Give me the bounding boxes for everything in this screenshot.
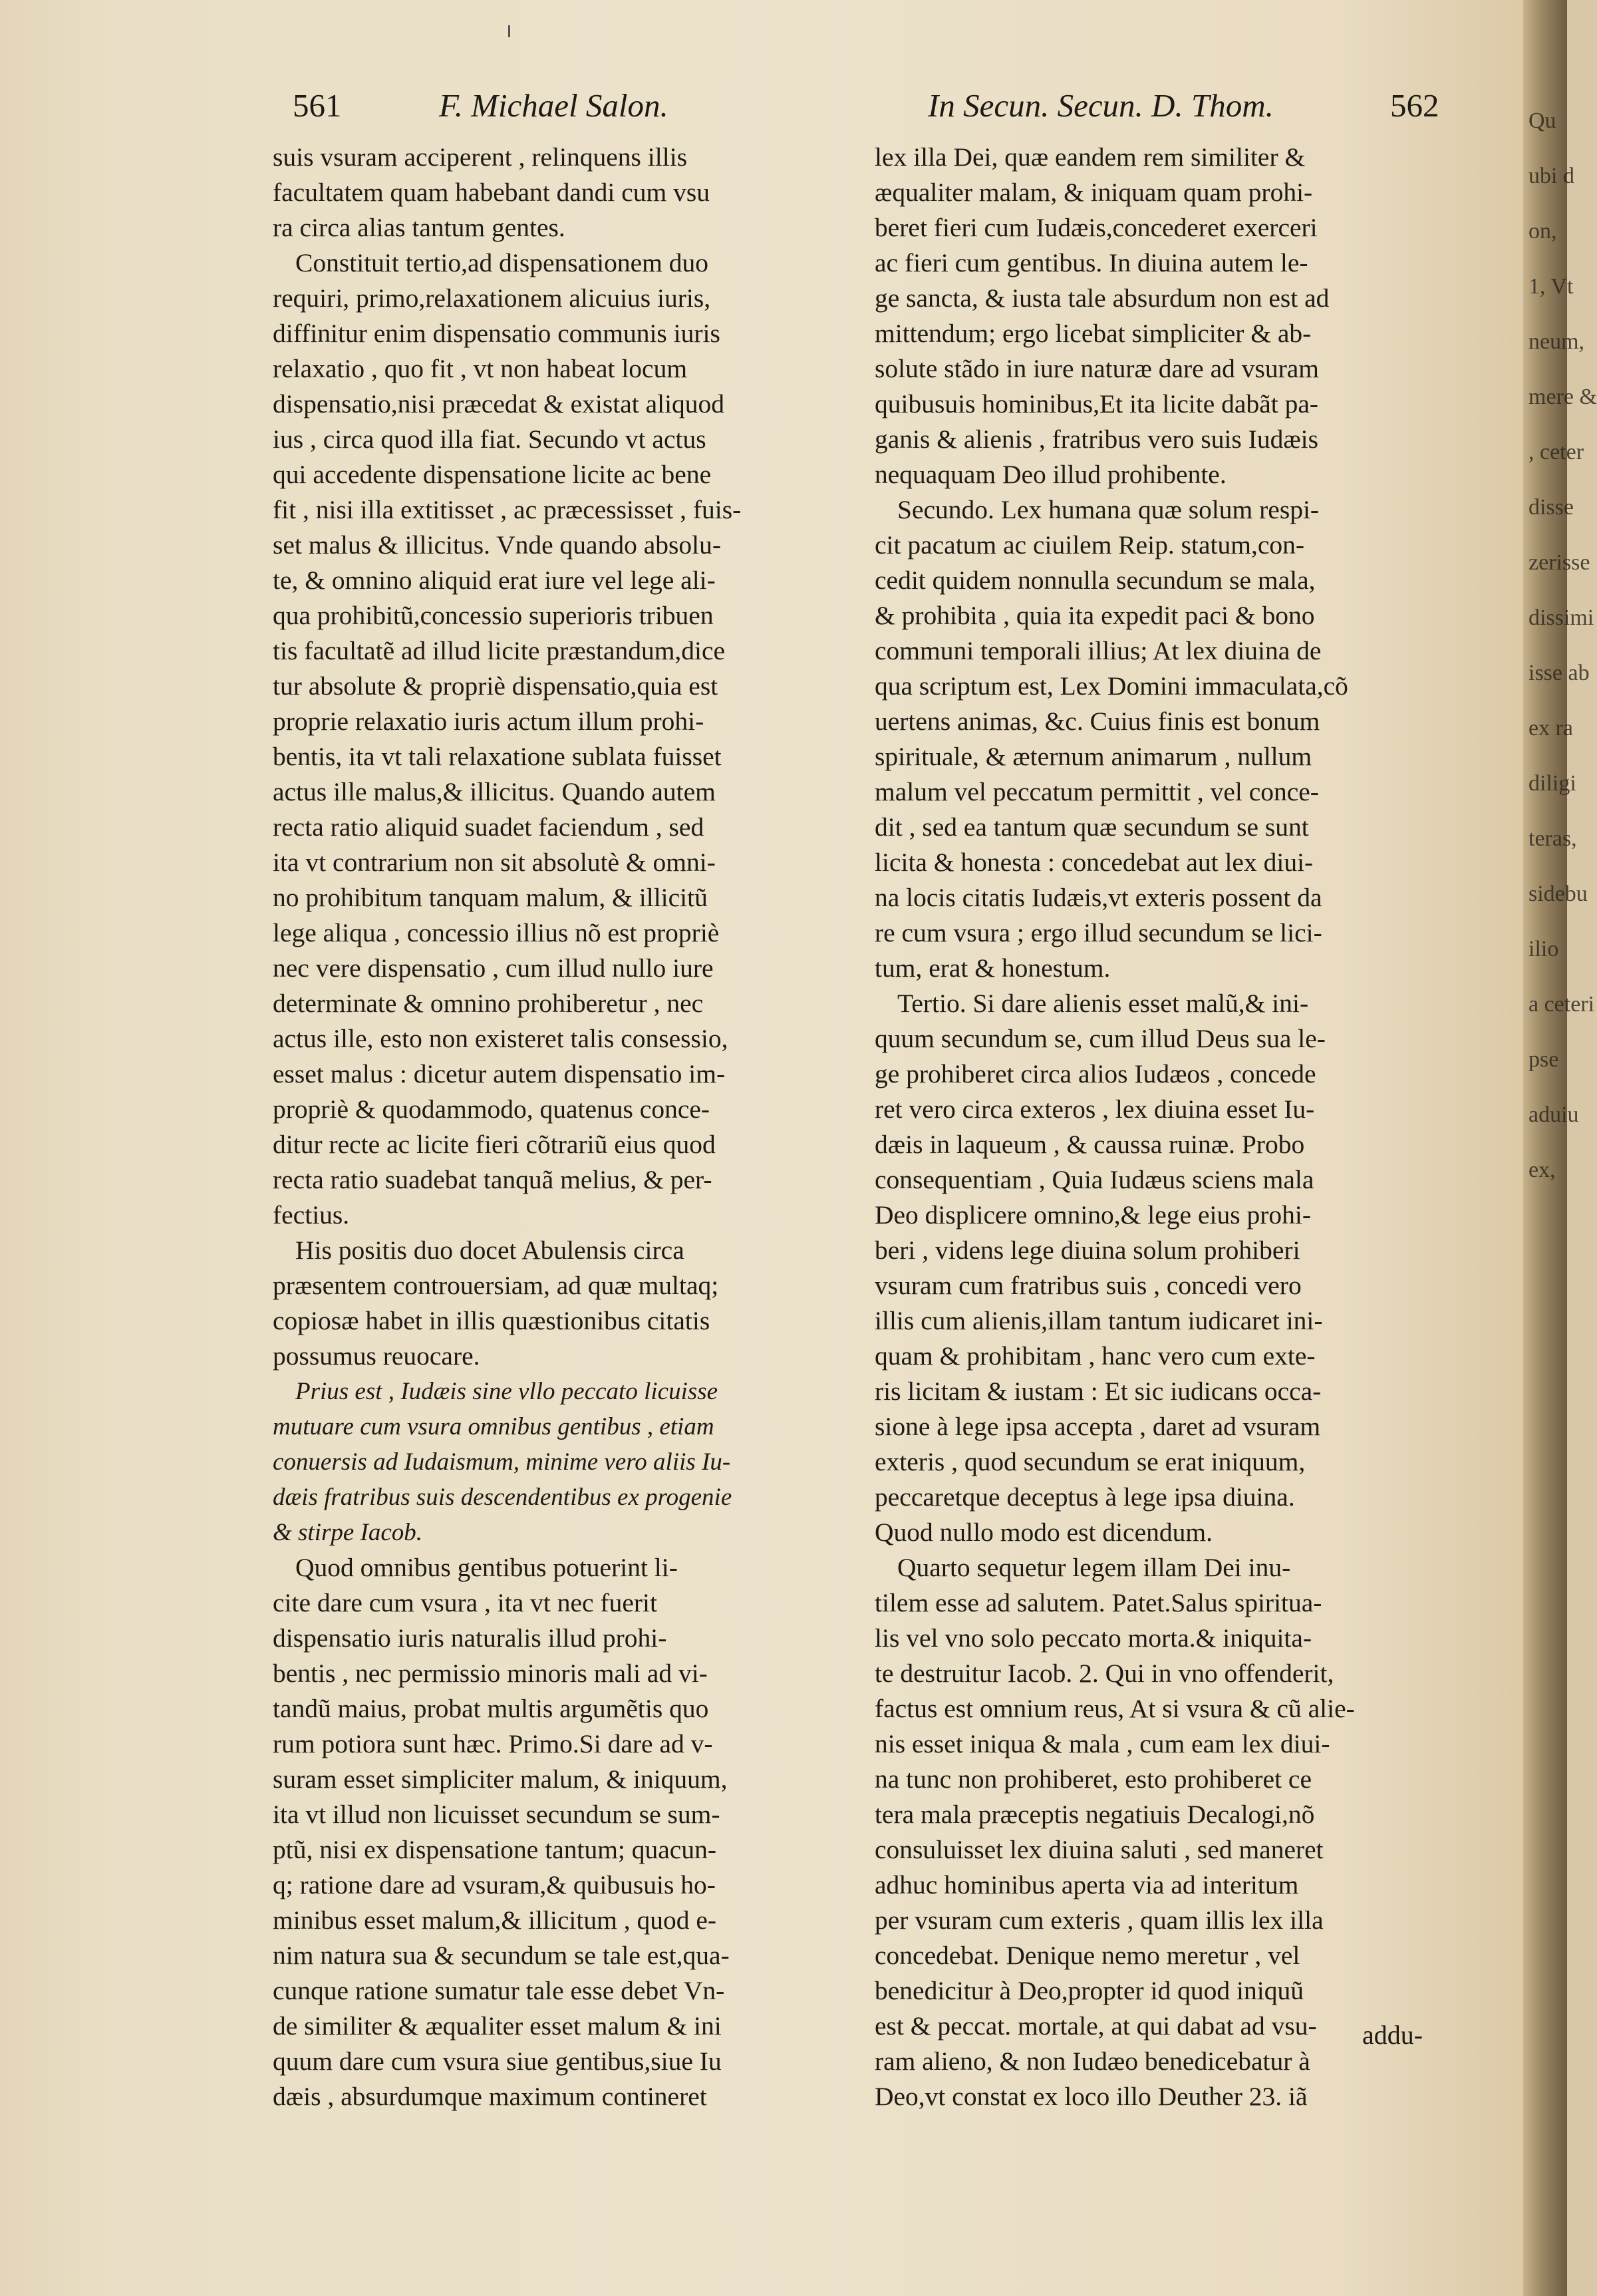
text-line: consequentiam , Quia Iudæus sciens mala xyxy=(875,1165,1314,1194)
text-line: factus est omnium reus, At si vsura & cũ alie- xyxy=(875,1694,1355,1723)
left-running-title: F. Michael Salon. xyxy=(439,87,668,124)
text-line: ac fieri cum gentibus. In diuina autem le- xyxy=(875,248,1308,277)
text-line: malum vel peccatum permittit , vel conce- xyxy=(875,777,1319,806)
text-line: nec vere dispensatio , cum illud nullo iure xyxy=(273,953,714,983)
text-line: propriè & quodammodo, quatenus conce- xyxy=(273,1094,710,1124)
text-line: ita vt illud non licuisset secundum se sum- xyxy=(273,1800,720,1829)
text-line: conuersis ad Iudaismum, minime vero aliis Iu- xyxy=(273,1448,731,1476)
text-line: na locis citatis Iudæis,vt exteris possent da xyxy=(875,883,1322,912)
text-line: His positis duo docet Abulensis circa xyxy=(295,1235,684,1265)
text-line: Constituit tertio,ad dispensationem duo xyxy=(295,248,708,277)
next-page-fragment: , ceter xyxy=(1528,440,1584,464)
text-line: diffinitur enim dispensatio communis iuris xyxy=(273,319,720,348)
right-page-number: 562 xyxy=(1390,87,1439,124)
text-line: fit , nisi illa extitisset , ac præcessisset , fuis- xyxy=(273,495,742,524)
text-line: ra circa alias tantum gentes. xyxy=(273,213,565,242)
text-line: ris licitam & iustam : Et sic iudicans occa- xyxy=(875,1377,1322,1406)
next-page-edge xyxy=(1528,93,1597,1756)
text-line: Quarto sequetur legem illam Dei inu- xyxy=(897,1553,1291,1582)
text-line: de similiter & æqualiter esset malum & ini xyxy=(273,2011,722,2041)
text-line: vsuram cum fratribus suis , concedi vero xyxy=(875,1271,1302,1300)
text-line: tilem esse ad salutem. Patet.Salus spiritua- xyxy=(875,1588,1322,1617)
text-line: requiri, primo,relaxationem alicuius iuris, xyxy=(273,283,711,313)
text-line: tur absolute & propriè dispensatio,quia est xyxy=(273,671,718,701)
text-line: exteris , quod secundum se erat iniquum, xyxy=(875,1447,1306,1476)
text-line: consuluisset lex diuina saluti , sed maneret xyxy=(875,1835,1324,1864)
left-text-column xyxy=(273,140,838,2114)
text-line: lege aliqua , concessio illius nõ est propriè xyxy=(273,918,720,947)
text-line: dit , sed ea tantum quæ secundum se sunt xyxy=(875,812,1309,842)
next-page-fragment: ubi d xyxy=(1528,164,1574,188)
text-line: quibusuis hominibus,Et ita licite dabãt pa- xyxy=(875,389,1319,418)
text-line: Tertio. Si dare alienis esset malũ,& ini- xyxy=(897,989,1309,1018)
text-line: præsentem controuersiam, ad quæ multaq; xyxy=(273,1271,719,1300)
text-line: nequaquam Deo illud prohibente. xyxy=(875,460,1227,489)
text-line: recta ratio suadebat tanquã melius, & per- xyxy=(273,1165,712,1194)
text-line: na tunc non prohiberet, esto prohiberet ce xyxy=(875,1764,1312,1794)
next-page-fragment: disse xyxy=(1528,495,1574,520)
next-page-fragment: ex, xyxy=(1528,1158,1556,1182)
page-mark xyxy=(508,25,510,37)
next-page-fragment: zerisse xyxy=(1528,550,1590,575)
text-line: re cum vsura ; ergo illud secundum se lici- xyxy=(875,918,1322,947)
text-line: ram alieno, & non Iudæo benedicebatur à xyxy=(875,2047,1310,2076)
next-page-fragment: a ceteri xyxy=(1528,992,1595,1017)
text-line: possumus reuocare. xyxy=(273,1341,480,1371)
next-page-fragment: teras, xyxy=(1528,826,1577,851)
text-line: mittendum; ergo licebat simpliciter & ab- xyxy=(875,319,1312,348)
text-line: ret vero circa exteros , lex diuina esset Iu- xyxy=(875,1094,1315,1124)
text-line: dæis , absurdumque maximum contineret xyxy=(273,2082,707,2111)
text-line: suis vsuram acciperent , relinquens illis xyxy=(273,142,688,172)
text-line: tis facultatẽ ad illud licite præstandum,dice xyxy=(273,636,726,665)
text-line: qua scriptum est, Lex Domini immaculata,cõ xyxy=(875,671,1348,701)
text-line: Quod omnibus gentibus potuerint li- xyxy=(295,1553,678,1582)
next-page-fragment: diligi xyxy=(1528,771,1576,796)
next-page-fragment: mere & xyxy=(1528,385,1597,409)
text-line: recta ratio aliquid suadet faciendum , sed xyxy=(273,812,704,842)
text-line: quum dare cum vsura siue gentibus,siue Iu xyxy=(273,2047,722,2076)
text-line: lis vel vno solo peccato morta.& iniquita- xyxy=(875,1623,1312,1653)
text-line: licita & honesta : concedebat aut lex diui- xyxy=(875,848,1314,877)
text-line: concedebat. Denique nemo meretur , vel xyxy=(875,1941,1300,1970)
text-line: minibus esset malum,& illicitum , quod e- xyxy=(273,1905,717,1935)
text-line: te destruitur Iacob. 2. Qui in vno offenderit, xyxy=(875,1659,1334,1688)
next-page-fragment: dissimi xyxy=(1528,605,1594,630)
text-line: Prius est , Iudæis sine vllo peccato licuisse xyxy=(295,1378,718,1405)
text-line: actus ille, esto non existeret talis consessio, xyxy=(273,1024,728,1053)
text-line: beret fieri cum Iudæis,concederet exerceri xyxy=(875,213,1318,242)
text-line: peccaretque deceptus à lege ipsa diuina. xyxy=(875,1482,1295,1512)
text-line: tera mala præceptis negatiuis Decalogi,nõ xyxy=(875,1800,1315,1829)
text-line: tum, erat & honestum. xyxy=(875,953,1111,983)
text-line: bentis , nec permissio minoris mali ad vi- xyxy=(273,1659,708,1688)
text-line: fectius. xyxy=(273,1200,350,1230)
text-line: q; ratione dare ad vsuram,& quibusuis ho- xyxy=(273,1870,716,1899)
text-line: qua prohibitũ,concessio superioris tribuen xyxy=(273,601,714,630)
left-page-number: 561 xyxy=(293,87,342,124)
text-line: ganis & alienis , fratribus vero suis Iudæis xyxy=(875,424,1319,454)
text-line: actus ille malus,& illicitus. Quando autem xyxy=(273,777,716,806)
text-line: esset malus : dicetur autem dispensatio im- xyxy=(273,1059,726,1088)
text-line: dispensatio iuris naturalis illud prohi- xyxy=(273,1623,667,1653)
text-line: te, & omnino aliquid erat iure vel lege ali- xyxy=(273,566,716,595)
next-page-fragment: isse ab xyxy=(1528,661,1590,685)
text-line: cite dare cum vsura , ita vt nec fuerit xyxy=(273,1588,657,1617)
next-page-fragment: ex ra xyxy=(1528,716,1574,740)
text-line: adhuc hominibus aperta via ad interitum xyxy=(875,1870,1299,1899)
text-line: relaxatio , quo fit , vt non habeat locum xyxy=(273,354,688,383)
text-line: quam & prohibitam , hanc vero cum exte- xyxy=(875,1341,1316,1371)
text-line: beri , videns lege diuina solum prohiberi xyxy=(875,1235,1300,1265)
text-line: lex illa Dei, quæ eandem rem similiter & xyxy=(875,142,1306,172)
text-line: ptũ, nisi ex dispensatione tantum; quacun- xyxy=(273,1835,716,1864)
text-line: & prohibita , quia ita expedit paci & bono xyxy=(875,601,1315,630)
next-page-fragment: Qu xyxy=(1528,108,1556,133)
next-page-fragment: aduiu xyxy=(1528,1102,1579,1127)
text-line: spirituale, & æternum animarum , nullum xyxy=(875,742,1312,771)
text-line: Deo displicere omnino,& lege eius prohi- xyxy=(875,1200,1311,1230)
text-line: mutuare cum vsura omnibus gentibus , etiam xyxy=(273,1413,714,1440)
text-line: determinate & omnino prohiberetur , nec xyxy=(273,989,704,1018)
text-line: communi temporali illius; At lex diuina de xyxy=(875,636,1322,665)
text-line: Quod nullo modo est dicendum. xyxy=(875,1518,1213,1547)
text-line: est & peccat. mortale, at qui dabat ad vsu- xyxy=(875,2011,1317,2041)
text-line: dæis fratribus suis descendentibus ex progenie xyxy=(273,1484,732,1511)
text-line: facultatem quam habebant dandi cum vsu xyxy=(273,178,710,207)
text-line: qui accedente dispensatione licite ac bene xyxy=(273,460,712,489)
text-line: ge sancta, & iusta tale absurdum non est ad xyxy=(875,283,1330,313)
text-line: uertens animas, &c. Cuius finis est bonum xyxy=(875,707,1320,736)
text-line: dispensatio,nisi præcedat & existat aliquod xyxy=(273,389,725,418)
text-line: & stirpe Iacob. xyxy=(273,1519,423,1546)
text-line: nim natura sua & secundum se tale est,qua- xyxy=(273,1941,730,1970)
text-line: set malus & illicitus. Vnde quando absolu- xyxy=(273,530,721,560)
text-line: copiosæ habet in illis quæstionibus citatis xyxy=(273,1306,710,1335)
next-page-fragment: on, xyxy=(1528,219,1557,244)
next-page-fragment: sidebu xyxy=(1528,882,1588,906)
text-line: benedicitur à Deo,propter id quod iniquũ xyxy=(875,1976,1304,2005)
next-page-fragment: ilio xyxy=(1528,937,1559,961)
text-line: solute stãdo in iure naturæ dare ad vsuram xyxy=(875,354,1320,383)
text-line: tandũ maius, probat multis argumẽtis quo xyxy=(273,1694,709,1723)
text-line: nis esset iniqua & mala , cum eam lex diui- xyxy=(875,1729,1330,1758)
text-line: quum secundum se, cum illud Deus sua le- xyxy=(875,1024,1326,1053)
text-line: Deo,vt constat ex loco illo Deuther 23. iã xyxy=(875,2082,1308,2111)
text-line: cunque ratione sumatur tale esse debet Vn- xyxy=(273,1976,725,2005)
text-line: ita vt contrarium non sit absolutè & omni- xyxy=(273,848,716,877)
right-text-column xyxy=(875,140,1447,2114)
next-page-fragment: neum, xyxy=(1528,329,1585,354)
text-line: illis cum alienis,illam tantum iudicaret ini- xyxy=(875,1306,1323,1335)
text-line: æqualiter malam, & iniquam quam prohi- xyxy=(875,178,1313,207)
text-line: ge prohiberet circa alios Iudæos , concede xyxy=(875,1059,1316,1088)
catchword: addu- xyxy=(1362,2020,1423,2050)
text-line: no prohibitum tanquam malum, & illicitũ xyxy=(273,883,708,912)
right-running-title: In Secun. Secun. D. Thom. xyxy=(928,87,1274,124)
text-line: suram esset simpliciter malum, & iniquum, xyxy=(273,1764,728,1794)
text-line: bentis, ita vt tali relaxatione sublata fuisset xyxy=(273,742,722,771)
text-line: proprie relaxatio iuris actum illum prohi- xyxy=(273,707,704,736)
text-line: ditur recte ac licite fieri cõtrariũ eius quod xyxy=(273,1130,716,1159)
text-line: rum potiora sunt hæc. Primo.Si dare ad v- xyxy=(273,1729,713,1758)
next-page-fragment: 1, Vt xyxy=(1528,274,1574,299)
text-line: sione à lege ipsa accepta , daret ad vsuram xyxy=(875,1412,1321,1441)
text-line: Secundo. Lex humana quæ solum respi- xyxy=(897,495,1320,524)
text-line: per vsuram cum exteris , quam illis lex illa xyxy=(875,1905,1324,1935)
text-line: dæis in laqueum , & caussa ruinæ. Probo xyxy=(875,1130,1305,1159)
next-page-fragment: pse xyxy=(1528,1047,1559,1072)
text-line: cedit quidem nonnulla secundum se mala, xyxy=(875,566,1316,595)
text-line: ius , circa quod illa fiat. Secundo vt actus xyxy=(273,424,706,454)
text-line: cit pacatum ac ciuilem Reip. statum,con- xyxy=(875,530,1305,560)
